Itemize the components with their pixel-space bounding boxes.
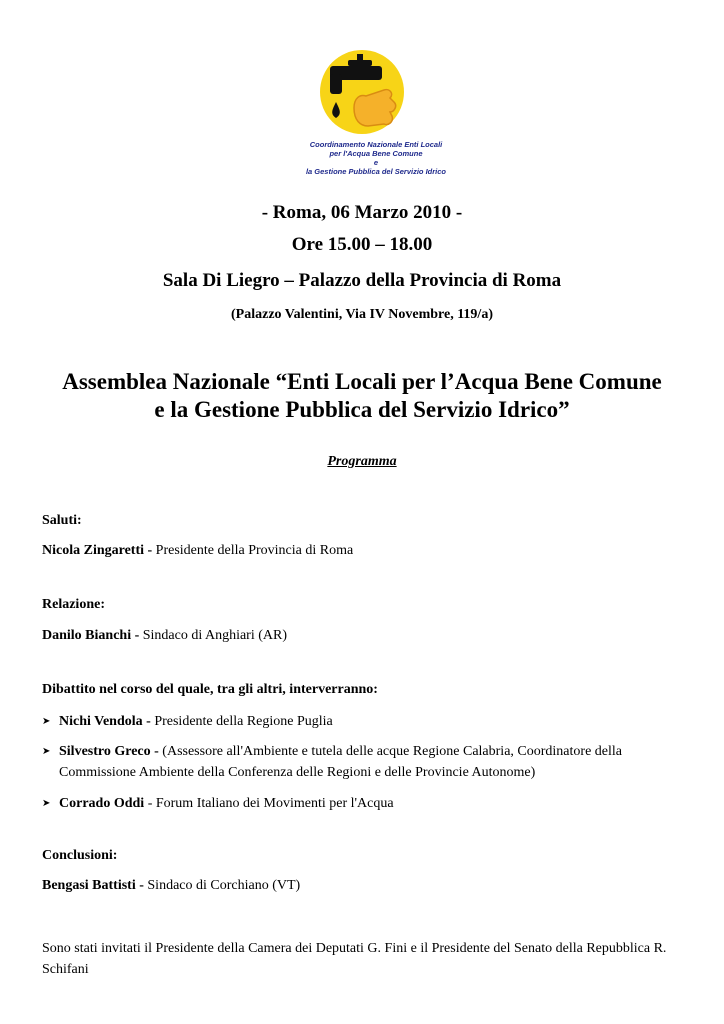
water-tap-logo-icon [308,50,408,138]
speaker-role: Sindaco di Anghiari (AR) [139,628,288,643]
logo-text-line-2: per l'Acqua Bene Comune [329,149,423,158]
speaker-role: Sindaco di Corchiano (VT) [143,878,301,893]
arrow-bullet-icon: ➤ [42,746,51,757]
logo-text-line-3: e [373,158,379,167]
speaker-name: Danilo Bianchi - [42,628,140,643]
programma-heading: Programma [327,454,397,469]
arrow-bullet-icon: ➤ [42,716,51,727]
event-title-line-1: Assemblea Nazionale “Enti Locali per l’Acqua Bene Comune [62,369,662,394]
event-date: - Roma, 06 Marzo 2010 - [261,202,463,223]
arrow-bullet-icon: ➤ [42,798,51,809]
dibattito-heading: Dibattito nel corso del quale, tra gli altri, interverranno: [42,682,378,697]
speaker-role: (Assessore all'Ambiente e tutela delle acque Regione Calabria, Coordinatore della Commissione Ambiente della Conferenza delle Regioni e delle Provincie Autonome) [59,744,622,780]
speaker-role: Presidente della Provincia di Roma [152,543,354,558]
event-venue: Sala Di Liegro – Palazzo della Provincia di Roma [162,270,562,291]
speaker-name: Bengasi Battisti - [42,878,144,893]
speaker-name: Nichi Vendola - [59,714,151,729]
relazione-speaker [42,628,287,644]
logo [286,50,466,185]
invitation-note: Sono stati invitati il Presidente della Camera dei Deputati G. Fini e il Presidente del Senato della Repubblica R. Schifani [42,941,667,977]
list-item [42,711,702,733]
event-time: Ore 15.00 – 18.00 [291,234,433,255]
speaker-name: Nicola Zingaretti - [42,543,153,558]
relazione-heading: Relazione: [42,597,105,612]
speaker-name: Silvestro Greco - [59,744,159,759]
saluti-speaker [42,543,353,559]
conclusioni-speaker [42,878,300,894]
saluti-heading: Saluti: [42,513,82,528]
event-address: (Palazzo Valentini, Via IV Novembre, 119/a) [231,307,493,322]
speaker-role: Presidente della Regione Puglia [150,714,333,729]
logo-text-line-4: la Gestione Pubblica del Servizio Idrico [305,167,447,176]
logo-text-line-1: Coordinamento Nazionale Enti Locali [309,140,443,149]
speaker-name: Corrado Oddi [59,796,145,811]
event-title [0,368,724,424]
list-item [42,741,702,785]
event-title-line-2: e la Gestione Pubblica del Servizio Idrico” [154,397,570,422]
conclusioni-heading: Conclusioni: [42,848,118,863]
list-item [42,793,702,815]
speaker-role: - Forum Italiano dei Movimenti per l'Acqua [144,796,394,811]
